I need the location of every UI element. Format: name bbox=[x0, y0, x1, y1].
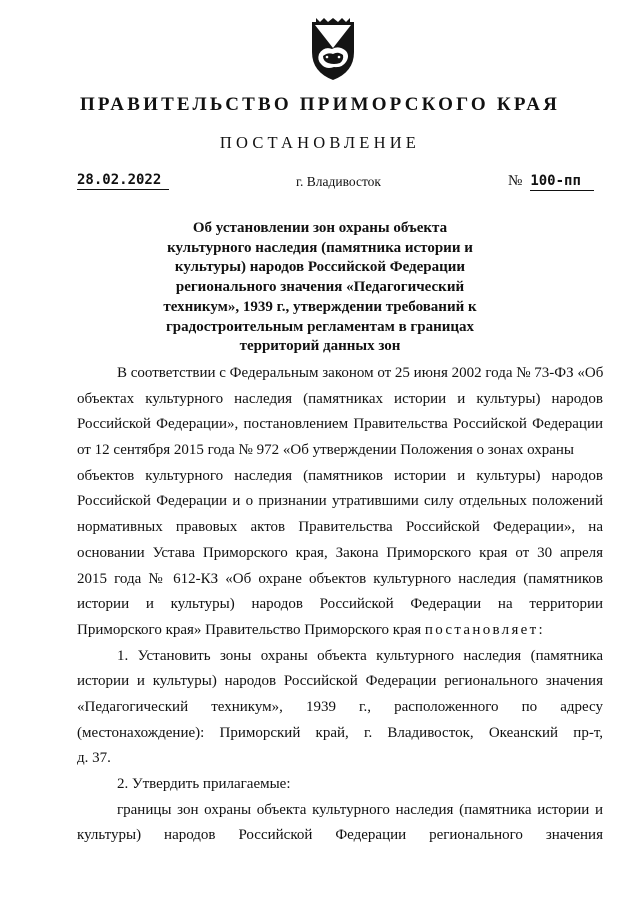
body-line: 2. Утвердить прилагаемые: bbox=[117, 776, 291, 792]
body-line: истории и культуры) народов Российской Федерации регионального значения bbox=[77, 673, 603, 690]
body-line: основании Устава Приморского края, Закона Приморского края от 30 апреля bbox=[77, 544, 603, 561]
body-line: объектов культурного наследия (памятников истории и культуры) народов bbox=[77, 467, 603, 484]
decree-number: 100-пп bbox=[530, 173, 594, 191]
body-line: Российской Федерации», постановлением Правительства Российской Федерации bbox=[77, 416, 603, 433]
body-line: объектах культурного наследия (памятниках истории и культуры) народов bbox=[77, 390, 603, 407]
decree-subject: Об установлении зон охраны объекта культурного наследия (памятника истории и культуры) народов Российской Федерации регионального значения «Педагогический техникум», 1939 г., утверждении требований к градостроительным регламентам в границах территорий данных зон bbox=[163, 220, 477, 355]
body-line-resolution: Приморского края» Правительство Приморского края постановляет: bbox=[77, 621, 543, 638]
body-line: 2015 года № 612-КЗ «Об охране объектов культурного наследия (памятников bbox=[77, 570, 603, 587]
body-line: В соответствии с Федеральным законом от 25 июня 2002 года № 73-ФЗ «Об bbox=[117, 365, 604, 381]
body-line: Приморского края» Правительство Приморского края bbox=[77, 621, 422, 638]
body-line: границы зон охраны объекта культурного наследия (памятника истории и bbox=[117, 801, 603, 818]
body-line: культуры) народов Российской Федерации регионального значения bbox=[77, 827, 603, 844]
decree-city: г. Владивосток bbox=[296, 174, 381, 189]
body-line: истории и культуры) народов Российской Федерации на территории bbox=[77, 596, 603, 613]
number-sign: № bbox=[508, 173, 523, 189]
decree-body bbox=[77, 361, 603, 849]
resolution-word: постановляет bbox=[424, 621, 539, 638]
coat-of-arms-icon bbox=[306, 18, 360, 82]
document-type: ПОСТАНОВЛЕНИЕ bbox=[219, 133, 421, 152]
decree-date: 28.02.2022 bbox=[77, 172, 169, 190]
body-line: д. 37. bbox=[77, 750, 111, 767]
body-line: «Педагогический техникум», 1939 г., расположенного по адресу bbox=[77, 698, 603, 715]
body-line: от 12 сентября 2015 года № 972 «Об утверждении Положения о зонах охраны bbox=[77, 442, 574, 459]
decree-meta bbox=[0, 172, 640, 196]
body-line: Российской Федерации и о признании утратившими силу отдельных положений bbox=[77, 493, 603, 510]
decree-number-block bbox=[508, 172, 594, 191]
body-line: нормативных правовых актов Правительства Российской Федерации», на bbox=[77, 519, 603, 536]
body-line: 1. Установить зоны охраны объекта культурного наследия (памятника bbox=[117, 647, 603, 664]
government-title: ПРАВИТЕЛЬСТВО ПРИМОРСКОГО КРАЯ bbox=[79, 94, 561, 115]
body-line: (местонахождение): Приморский край, г. Владивосток, Океанский пр-т, bbox=[77, 724, 603, 741]
